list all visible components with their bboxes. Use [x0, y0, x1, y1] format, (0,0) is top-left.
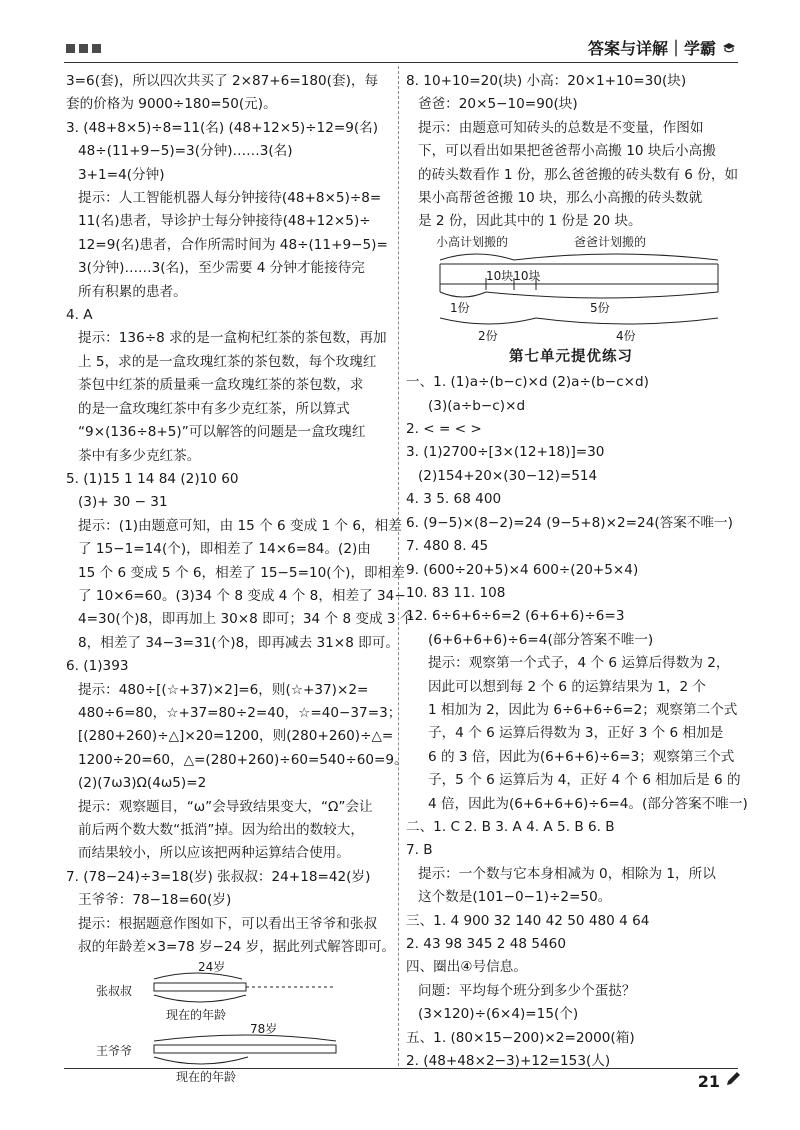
age-diagram: [66, 959, 392, 1089]
hint-line: 1200÷20=60，△=(280+260)÷60=540÷60=9。: [78, 751, 408, 768]
hint-line: 上 5，求的是一盒玫瑰红茶的茶包数，每个玫瑰红: [78, 353, 377, 370]
baba-plan-label: 爸爸计划搬的: [574, 234, 647, 249]
answer-line: 四、圈出④号信息。: [406, 959, 527, 976]
answer-line: (6+6+6+6)÷6=4(部分答案不唯一): [428, 631, 654, 648]
hint-line: 11(名)患者，导诊护士每分钟接待(48+12×5)÷: [78, 213, 371, 230]
hint-line: 提示：一个数与它本身相减为 0，相除为 1，所以: [418, 865, 716, 882]
answer-line: 8. 10+10=20(块) 小高：20×1+10=30(块): [406, 73, 687, 89]
footer-rule: [64, 1068, 738, 1069]
hint-line: 提示：(1)由题意可知，由 15 个 6 变成 1 个 6，相差: [78, 517, 402, 534]
hint-line: 前后两个数大数“抵消”掉。因为给出的数较大，: [78, 822, 364, 838]
answer-line: 6. (9−5)×(8−2)=24 (9−5+8)×2=24(答案不唯一): [406, 514, 733, 531]
answer-line: 王爷爷：78−18=60(岁): [78, 892, 232, 909]
answer-line: 2. 43 98 345 2 48 5460: [406, 936, 566, 952]
answer-line: (3×120)÷(6×4)=15(个): [418, 1006, 579, 1023]
age-78-label: 78岁: [250, 1022, 278, 1037]
header-rule: [64, 62, 738, 63]
answer-line: 7. (78−24)÷3=18(岁) 张叔叔：24+18=42(岁): [66, 868, 371, 885]
answer-line: 4. A: [66, 307, 93, 324]
hint-line: 的是一盒玫瑰红茶中有多少克红茶，所以算式: [78, 400, 350, 417]
hint-line: 提示：观察题目，“ω”会导致结果变大，“Ω”会让: [78, 798, 373, 815]
left-column: [66, 70, 414, 1089]
answer-line: 48÷(11+9−5)=3(分钟)……3(名): [78, 143, 293, 160]
section-title: 第七单元提优练习: [509, 348, 633, 365]
hint-line: 3(分钟)……3(名)，至少需要 4 分钟才能接待完: [78, 260, 365, 277]
hint-line: 8，相差了 34−3=31(个)8，即再减去 31×8 即可。: [78, 634, 399, 651]
answer-line: 一、1. (1)a÷(b−c)×d (2)a÷(b−c×d): [406, 374, 649, 391]
hint-line: 15 个 6 变成 5 个 6，相差了 15−5=10(个)，即相差: [78, 564, 405, 581]
hint-line: 因此可以想到每 2 个 6 的运算结果为 1，2 个: [428, 678, 707, 695]
answer-line: 3=6(套)，所以四次共买了 2×87+6=180(套)，每: [66, 73, 379, 89]
answer-line: (2)154+20×(30−12)=514: [418, 467, 598, 484]
hint-line: 12=9(名)患者，合作所需时间为 48÷(11+9−5)=: [78, 236, 388, 253]
hint-line: 6 的 3 倍，因此为(6+6+6)÷6=3；观察第三个式: [428, 748, 735, 765]
age-78-brace: [154, 1035, 336, 1041]
hint-line: 果小高帮爸爸搬 10 块，那么小高搬的砖头数就: [418, 190, 703, 207]
zhang-label: 张叔叔: [96, 984, 133, 999]
xiaogao-plan-brace: [440, 254, 514, 260]
hint-line: 了 10×6=60。(3)34 个 8 变成 4 个 8，相差了 34−: [78, 587, 406, 604]
hint-line: 是 2 份，因此其中的 1 份是 20 块。: [418, 213, 642, 230]
xiaogao-plan-label: 小高计划搬的: [436, 234, 509, 249]
five-parts-brace: [486, 292, 718, 298]
hint-line: 叔的年龄差×3=78 岁−24 岁，据此列式解答即可。: [78, 939, 396, 956]
answer-line: 二、1. C 2. B 3. A 4. A 5. B 6. B: [406, 818, 615, 835]
baba-plan-brace: [514, 254, 718, 260]
answer-line: 五、1. (80×15−200)×2=2000(箱): [406, 1029, 635, 1046]
hint-line: [(280+260)÷△]×20=1200，则(280+260)÷△=: [78, 728, 394, 745]
answer-line: 4. 3 5. 68 400: [406, 491, 502, 508]
brand-title: 答案与详解｜学霸: [587, 39, 716, 58]
hint-line: 茶中有多少克红茶。: [78, 447, 201, 464]
two-parts-label: 2份: [478, 328, 498, 343]
four-parts-label: 4份: [616, 328, 636, 343]
hint-line: 提示：观察第一个式子，4 个 6 运算后得数为 2，: [428, 655, 730, 672]
wang-brace: [154, 1057, 248, 1064]
hint-line: 这个数是(101−0−1)÷2=50。: [418, 889, 612, 906]
answer-line: 问题：平均每个班分到多少个蛋挞？: [418, 982, 636, 999]
hint-line: 提示：人工智能机器人每分钟接待(48+8×5)÷8=: [78, 190, 382, 207]
zhang-bar: [154, 983, 246, 991]
right-column: [406, 70, 748, 1073]
hint-line: 了 15−1=14(个)，即相差了 14×6=84。(2)由: [78, 541, 371, 558]
hint-line: 子，4 个 6 运算后得数为 3，正好 3 个 6 相加是: [428, 725, 724, 742]
two-parts-brace: [440, 318, 536, 324]
answer-line: 3. (1)2700÷[3×(12+18)]=30: [406, 444, 605, 461]
answer-line: (2)(7ω3)Ω(4ω5)=2: [78, 775, 207, 792]
answer-line: 9. (600÷20+5)×4 600÷(20+5×4): [406, 561, 639, 578]
wang-label: 王爷爷: [96, 1044, 133, 1059]
answer-line: 3. (48+8×5)÷8=11(名) (48+12×5)÷12=9(名): [66, 119, 379, 136]
wang-now-label: 现在的年龄: [176, 1070, 237, 1085]
graduation-cap-icon: [722, 41, 736, 55]
answer-line: 12. 6÷6+6÷6=2 (6+6+6)÷6=3: [406, 608, 625, 625]
answer-line: (3)+ 30 − 31: [78, 494, 168, 511]
answer-line: 6. (1)393: [66, 658, 129, 675]
hint-line: 子，5 个 6 运算后为 4，正好 4 个 6 相加后是 6 的: [428, 772, 741, 789]
five-parts-label: 5份: [590, 300, 610, 315]
hint-line: 提示：由题意可知砖头的总数是不变量，作图如: [418, 119, 704, 136]
answer-line: 3+1=4(分钟): [78, 166, 165, 183]
header-brand: [588, 36, 736, 59]
hint-line: 提示：480÷[(☆+37)×2]=6，则(☆+37)×2=: [78, 681, 369, 698]
hint-line: 提示：136÷8 求的是一盒枸杞红茶的茶包数，再加: [78, 330, 387, 347]
four-parts-brace: [536, 318, 718, 324]
ten-ten-label: 10块10块: [486, 268, 541, 283]
answer-line: 7. 480 8. 45: [406, 538, 489, 555]
answer-line: 7. B: [406, 842, 433, 859]
hint-line: 茶包中红茶的质量乘一盒玫瑰红茶的茶包数，求: [78, 377, 364, 394]
pencil-icon: [724, 1070, 742, 1088]
answer-line: 2. (48+48×2−3)+12=153(人): [406, 1053, 611, 1070]
hint-line: 的砖头数看作 1 份，那么爸爸搬的砖头数有 6 份，如: [418, 166, 739, 183]
hint-line: 提示：根据题意作图如下，可以看出王爷爷和张叔: [78, 915, 378, 932]
answer-line: 10. 83 11. 108: [406, 584, 506, 601]
hint-line: “9×(136÷8+5)”可以解答的问题是一盒玫瑰红: [78, 424, 366, 441]
header-decoration: [66, 44, 101, 53]
hint-line: 1 相加为 2，因此为 6÷6+6÷6=2；观察第二个式: [428, 701, 738, 718]
page-number: 21: [697, 1072, 720, 1091]
age-24-label: 24岁: [198, 960, 226, 975]
wang-bar: [154, 1045, 336, 1053]
answer-line: 三、1. 4 900 32 140 42 50 480 4 64: [406, 912, 650, 929]
answer-line: 5. (1)15 1 14 84 (2)10 60: [66, 470, 239, 487]
zhang-brace: [154, 995, 246, 1002]
one-part-brace: [440, 292, 486, 297]
hint-line: 4=30(个)8，即再加上 30×8 即可；34 个 8 变成 3 个: [78, 611, 414, 628]
answer-line: 爸爸：20×5−10=90(块): [418, 96, 578, 113]
answer-line: 套的价格为 9000÷180=50(元)。: [66, 96, 277, 113]
hint-line: 下，可以看出如果把爸爸帮小高搬 10 块后小高搬: [418, 143, 716, 160]
hint-line: 而结果较小，所以应该把两种运算结合使用。: [78, 845, 350, 862]
one-part-label: 1份: [450, 300, 470, 315]
zhang-now-label: 现在的年龄: [166, 1008, 227, 1023]
brick-diagram: [406, 234, 736, 344]
hint-line: 480÷6=80，☆+37=80÷2=40，☆=40−37=3；: [78, 704, 402, 721]
hint-line: 所有积累的患者。: [78, 283, 187, 300]
answer-line: (3)(a÷b−c)×d: [428, 397, 526, 414]
answer-line: 2. < = < >: [406, 421, 482, 438]
hint-line: 4 倍，因此为(6+6+6+6)÷6=4。(部分答案不唯一): [428, 795, 748, 812]
